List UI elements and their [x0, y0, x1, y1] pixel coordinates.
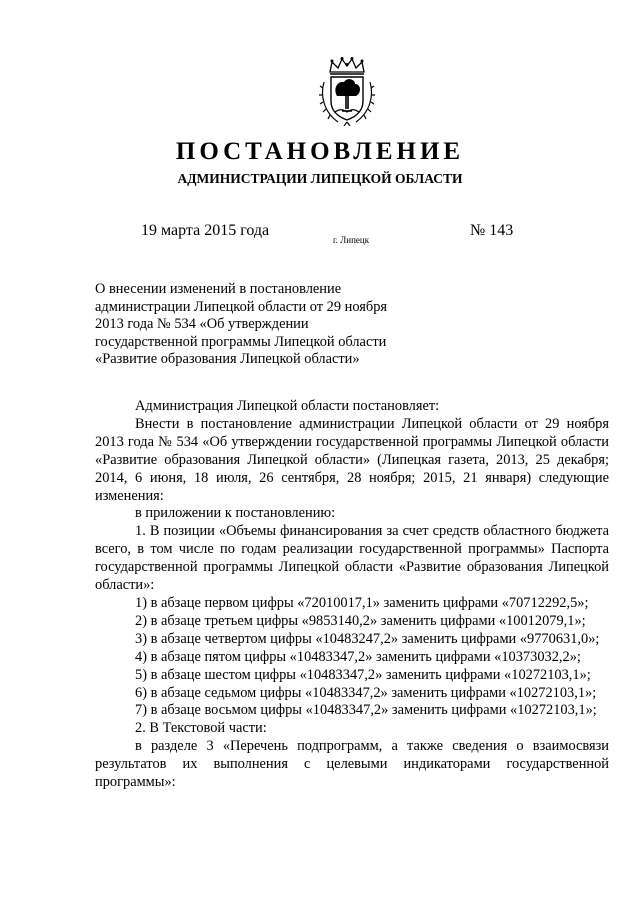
document-body	[95, 398, 609, 792]
subject-line: 2013 года № 534 «Об утверждении	[95, 316, 309, 332]
body-paragraph: в разделе 3 «Перечень подпрограмм, а также сведения о взаимосвязи результатов их выполнения с целевыми индикаторами государственной программы»:	[95, 738, 609, 791]
body-paragraph: Администрация Липецкой области постановляет:	[135, 398, 440, 414]
subject-line: администрации Липецкой области от 29 ноября	[95, 298, 388, 315]
body-paragraph: 3) в абзаце четвертом цифры «10483247,2» заменить цифрами «9770631,0»;	[135, 630, 600, 647]
subject-line: государственной программы Липецкой области	[95, 333, 387, 350]
subject-line: О внесении изменений в постановление	[95, 281, 342, 297]
body-paragraph: в приложении к постановлению:	[135, 505, 336, 522]
body-paragraph: 5) в абзаце шестом цифры «10483347,2» заменить цифрами «10272103,1»;	[135, 666, 591, 683]
body-paragraph: 2. В Текстовой части:	[135, 720, 267, 737]
subject-line: «Развитие образования Липецкой области»	[95, 351, 360, 367]
body-paragraph: 4) в абзаце пятом цифры «10483347,2» заменить цифрами «10373032,2»;	[135, 648, 581, 665]
coat-of-arms-emblem	[318, 56, 376, 126]
document-subject	[95, 281, 455, 369]
document-title: ПОСТАНОВЛЕНИЕ	[175, 138, 465, 165]
document-city: г. Липецк	[333, 235, 370, 245]
document-date: 19 марта 2015 года	[141, 222, 270, 239]
body-paragraph: Внести в постановление администрации Липецкой области от 29 ноября 2013 года № 534 «Об утверждении государственной программы Липецкой области «Развитие образования Липецкой области» (Липецкая газета, 2013, 25 декабря; 2014, 6 июня, 18 июля, 26 сентября, 28 ноября; 2015, 21 января) следующие изменения:	[95, 415, 609, 504]
document-number: № 143	[470, 222, 514, 239]
body-paragraph: 6) в абзаце седьмом цифры «10483347,2» заменить цифрами «10272103,1»;	[135, 684, 597, 701]
body-paragraph: 1) в абзаце первом цифры «72010017,1» заменить цифрами «70712292,5»;	[135, 594, 589, 611]
issuing-authority: АДМИНИСТРАЦИИ ЛИПЕЦКОЙ ОБЛАСТИ	[177, 171, 463, 186]
body-paragraph: 2) в абзаце третьем цифры «9853140,2» заменить цифрами «10012079,1»;	[135, 612, 586, 629]
body-paragraph: 1. В позиции «Объемы финансирования за счет средств областного бюджета всего, в том числе по годам реализации государственной программы» Паспорта государственной программы Липецкой области «Развитие образования Липецкой области»:	[95, 523, 609, 594]
body-paragraph: 7) в абзаце восьмом цифры «10483347,2» заменить цифрами «10272103,1»;	[135, 702, 597, 719]
